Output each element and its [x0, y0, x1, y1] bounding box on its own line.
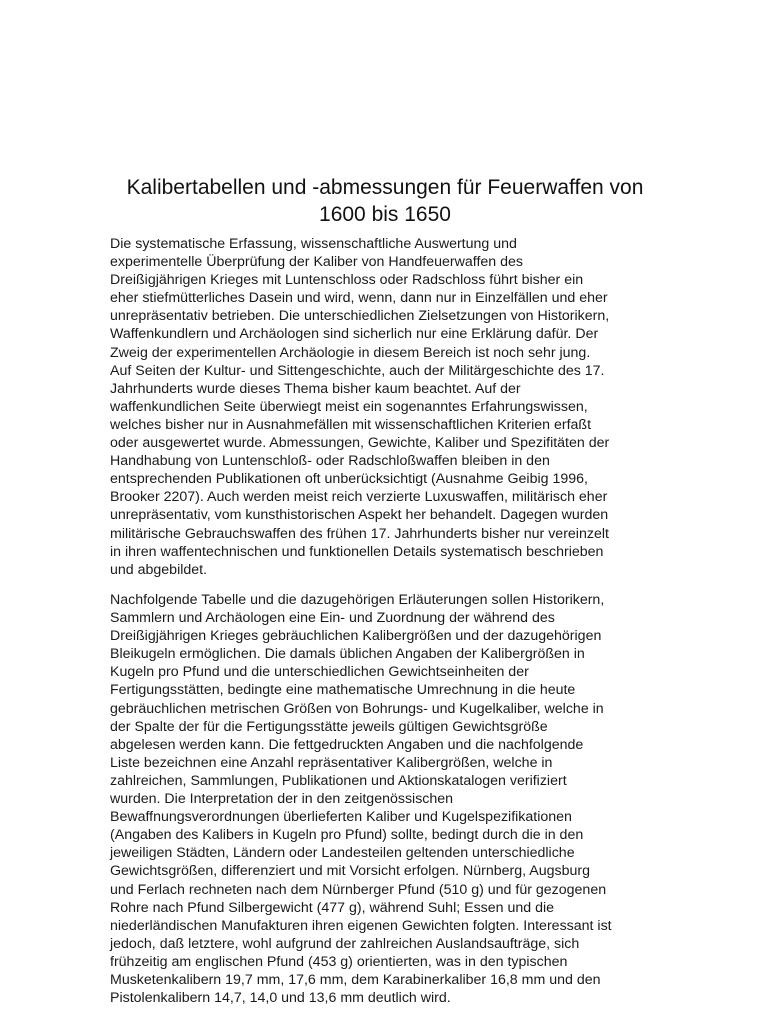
- text-line: Waffenkundlern und Archäologen sind sicherlich nur eine Erklärung dafür. Der: [110, 326, 599, 343]
- text-line: Dreißigjährigen Krieges gebräuchlichen Kalibergrößen und der dazugehörigen: [110, 628, 602, 645]
- text-line: und Ferlach rechneten nach dem Nürnberger Pfund (510 g) und für gezogenen: [110, 881, 607, 898]
- text-line: und abgebildet.: [110, 561, 208, 578]
- text-line: zahlreichen, Sammlungen, Publikationen und Aktionskatalogen verifiziert: [110, 772, 567, 789]
- text-line: Bewaffnungsverordnungen überlieferten Kaliber und Kugelspezifikationen: [110, 809, 572, 826]
- text-line: wurden. Die Interpretation der in den zeitgenössischen: [110, 791, 454, 808]
- text-line: unrepräsentativ, vom kunsthistorischen Aspekt her behandelt. Dagegen wurden: [110, 507, 609, 524]
- text-line: in ihren waffentechnischen und funktionellen Details systematisch beschrieben: [110, 543, 604, 560]
- text-line: unrepräsentativ betrieben. Die unterschiedlichen Zielsetzungen von Historikern,: [110, 308, 610, 325]
- text-line: Zweig der experimentellen Archäologie in diesem Bereich ist noch sehr jung.: [110, 344, 591, 361]
- text-line: Fertigungsstätten, bedingte eine mathematische Umrechnung in die heute: [110, 682, 576, 699]
- paragraph-table-explanation: [110, 591, 656, 1007]
- text-line: Rohre nach Pfund Silbergewicht (477 g), während Suhl; Essen und die: [110, 899, 555, 916]
- text-line: gebräuchlichen metrischen Größen von Bohrungs- und Kugelkaliber, welche in: [110, 700, 604, 717]
- text-line: jeweiligen Städten, Ländern oder Landesteilen geltenden unterschiedliche: [110, 845, 575, 862]
- text-line: welches bisher nur in Ausnahmefällen mit wissenschaftlichen Kriterien erfaßt: [110, 416, 592, 433]
- text-line: Gewichtsgrößen, differenziert und mit Vorsicht erfolgen. Nürnberg, Augsburg: [110, 863, 590, 880]
- text-line: (Angaben des Kalibers in Kugeln pro Pfund) sollte, bedingt durch die in den: [110, 827, 584, 844]
- text-line: Kugeln pro Pfund und die unterschiedlichen Gewichtseinheiten der: [110, 664, 529, 681]
- text-line: jedoch, daß letztere, wohl aufgrund der zahlreichen Auslandsaufträge, sich: [110, 935, 580, 952]
- text-line: Die systematische Erfassung, wissenschaftliche Auswertung und: [110, 236, 517, 252]
- text-line: frühzeitig am englischen Pfund (453 g) orientierten, was in den typischen: [110, 953, 568, 970]
- text-line: abgelesen werden kann. Die fettgedruckten Angaben und die nachfolgende: [110, 736, 584, 753]
- text-line: Nachfolgende Tabelle und die dazugehörigen Erläuterungen sollen Historikern,: [110, 592, 605, 608]
- text-line: waffenkundlichen Seite überwiegt meist ein sogenanntes Erfahrungswissen,: [110, 398, 588, 415]
- text-line: Liste bezeichnen eine Anzahl repräsentativer Kalibergrößen, welche in: [110, 754, 553, 771]
- text-line: niederländischen Manufakturen ihren eigenen Gewichten folgten. Interessant ist: [110, 917, 612, 934]
- text-line: Dreißigjährigen Krieges mit Luntenschloss oder Radschloss führt bisher ein: [110, 272, 584, 289]
- text-line: Musketenkalibern 19,7 mm, 17,6 mm, dem Karabinerkaliber 16,8 mm und den: [110, 971, 601, 988]
- text-line: Jahrhunderts wurde dieses Thema bisher kaum beachtet. Auf der: [110, 380, 521, 397]
- text-line: oder ausgewertet wurde. Abmessungen, Gewichte, Kaliber und Spezifitäten der: [110, 435, 610, 452]
- paragraph-introduction: [110, 235, 656, 579]
- text-line: Bleikugeln ermöglichen. Die damals üblichen Angaben der Kalibergrößen in: [110, 646, 585, 663]
- text-line: Brooker 2207). Auch werden meist reich verzierte Luxuswaffen, militärisch eher: [110, 489, 608, 506]
- text-line: Pistolenkalibern 14,7, 14,0 und 13,6 mm deutlich wird.: [110, 990, 451, 1007]
- text-line: experimentelle Überprüfung der Kaliber von Handfeuerwaffen des: [110, 254, 524, 271]
- text-line: eher stiefmütterliches Dasein und wird, wenn, dann nur in Einzelfällen und eher: [110, 290, 608, 307]
- text-line: Handhabung von Luntenschloß- oder Radschloßwaffen bleiben in den: [110, 453, 550, 470]
- text-line: militärische Gebrauchswaffen des frühen 17. Jahrhunderts bisher nur vereinzelt: [110, 525, 609, 542]
- text-line: Sammlern und Archäologen eine Ein- und Zuordnung der während des: [110, 610, 555, 627]
- title-line: 1600 bis 1650: [319, 203, 451, 226]
- title-line: Kalibertabellen und -abmessungen für Feuerwaffen von: [126, 176, 644, 199]
- text-line: der Spalte der für die Fertigungsstätte jeweils gültigen Gewichtsgröße: [110, 718, 548, 735]
- text-line: entsprechenden Publikationen oft unberücksichtigt (Ausnahme Geibig 1996,: [110, 471, 588, 488]
- document-title: [60, 174, 710, 228]
- text-line: Auf Seiten der Kultur- und Sittengeschichte, auch der Militärgeschichte des 17.: [110, 362, 605, 379]
